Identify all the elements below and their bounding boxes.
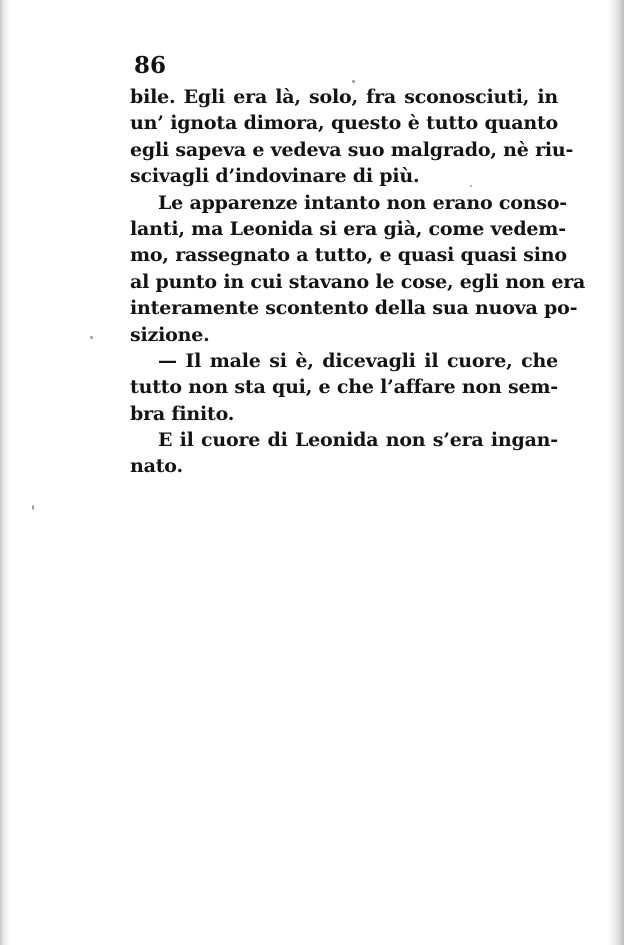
- text-line: E il cuore di Leonida non s’era ingan-: [158, 429, 558, 452]
- text-line: Le apparenze intanto non erano conso-: [158, 191, 567, 214]
- page-left-edge: [0, 0, 10, 945]
- body-text: [130, 84, 586, 480]
- paper-speck: [32, 505, 34, 510]
- text-line: tutto non sta qui, e che l’affare non sem-: [130, 376, 558, 399]
- paper-speck: [470, 185, 472, 187]
- text-line: mo, rassegnato a tutto, e quasi quasi sino: [130, 244, 567, 267]
- text-line: — Il male si è, dicevagli il cuore, che: [158, 349, 558, 372]
- text-line: sizione.: [130, 323, 210, 346]
- text-line: un’ ignota dimora, questo è tutto quanto: [130, 112, 558, 135]
- paper-speck: [90, 336, 93, 339]
- page-number: 86: [134, 52, 167, 79]
- text-line: bra finito.: [130, 402, 235, 425]
- text-line: scivagli d’indovinare di più.: [130, 165, 420, 188]
- text-line: lanti, ma Leonida si era già, come vedem-: [130, 217, 566, 240]
- text-line: al punto in cui stavano le cose, egli non era: [130, 270, 586, 293]
- page-right-edge: [608, 0, 624, 945]
- text-line: bile. Egli era là, solo, fra sconosciuti, in: [130, 86, 558, 108]
- text-line: nato.: [130, 455, 183, 478]
- paper-speck: [352, 80, 355, 83]
- text-line: interamente scontento della sua nuova po-: [130, 297, 578, 320]
- text-line: egli sapeva e vedeva suo malgrado, nè riu-: [130, 138, 574, 161]
